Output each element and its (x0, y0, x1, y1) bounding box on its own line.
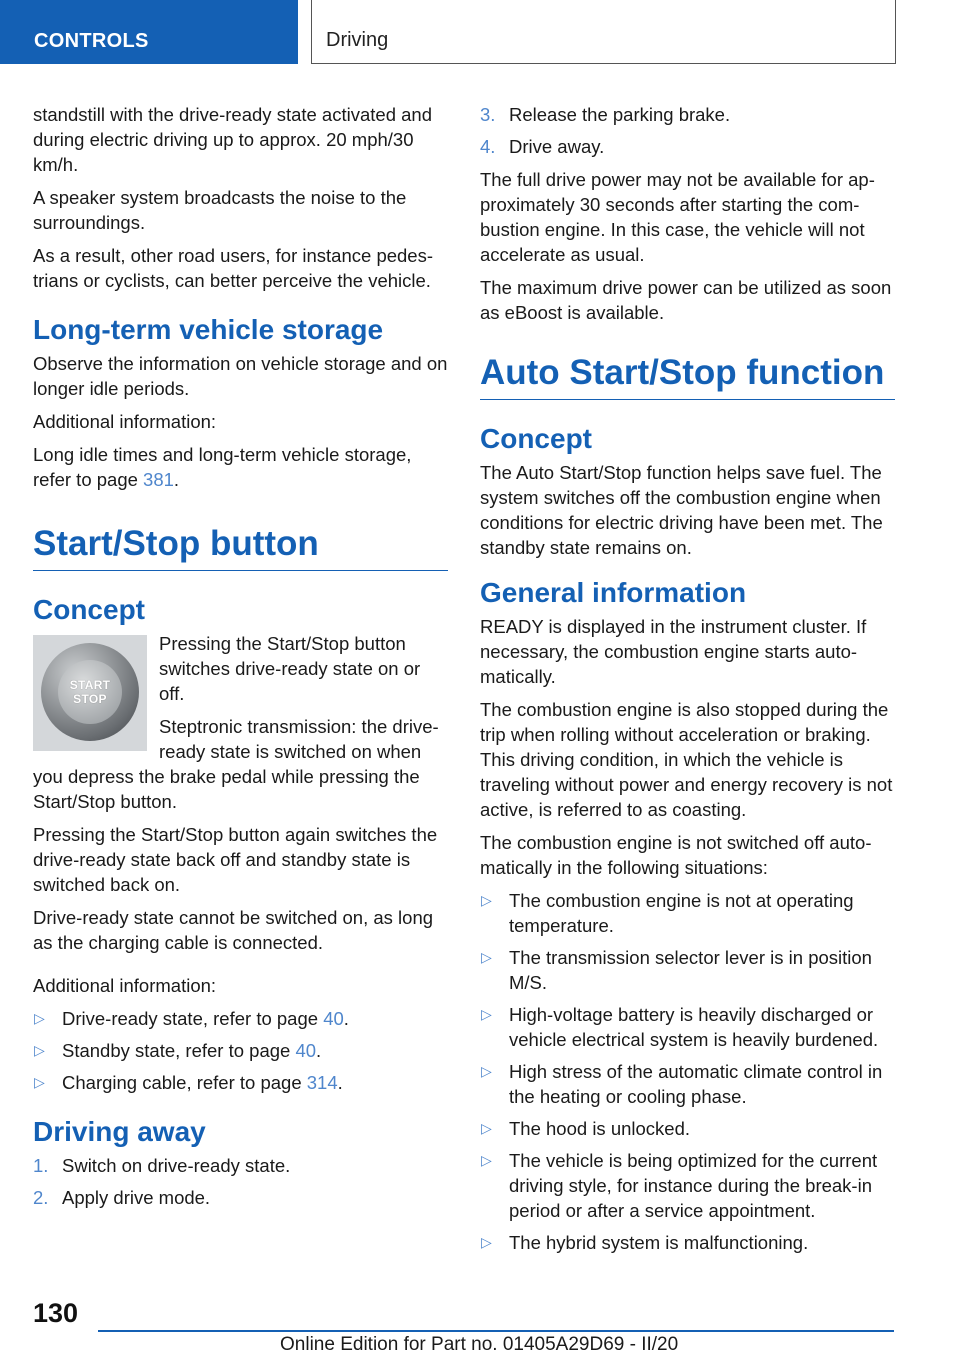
intro-paragraph-3: As a result, other road users, for instance pedestrians or cyclists, can better perceive the vehicle. (33, 245, 434, 291)
triangle-bullet-icon: ▷ (481, 1006, 492, 1022)
step-number: 2. (33, 1187, 49, 1208)
step-number: 3. (480, 104, 496, 125)
power-paragraph-1: The full drive power may not be available for approximately 30 seconds after starting the combustion engine. In this case, the vehicle will not accelerate as usual. (480, 169, 875, 265)
autostart-concept-heading: Concept (480, 423, 592, 454)
situation-text: The hybrid system is malfunctioning. (509, 1232, 809, 1253)
start-stop-button-image (33, 635, 147, 751)
concept-paragraph-2: Steptronic transmission: the drive-ready state is switched on when you depress the brake pedal while pressing the Start/Stop button. (33, 716, 439, 812)
ref-text: Drive-ready state, refer to page (62, 1008, 324, 1029)
startstop-heading: Start/Stop button (33, 522, 448, 571)
triangle-bullet-icon: ▷ (481, 892, 492, 908)
situation-text: The vehicle is being optimized for the current driving style, for instance during the break-in period or after a service appointment. (509, 1150, 878, 1221)
list-item (33, 1153, 448, 1178)
list-item (480, 1116, 895, 1141)
list-item (480, 1059, 895, 1109)
list-item (480, 102, 895, 127)
section-title: Driving (311, 0, 896, 64)
list-item (33, 1185, 448, 1210)
button-label-start: START (69, 678, 111, 692)
situation-text: The transmission selector lever is in position M/S. (509, 947, 872, 993)
list-item (480, 945, 895, 995)
list-item (480, 1148, 895, 1223)
list-item (480, 1230, 895, 1255)
situation-text: The combustion engine is not at operating temperature. (509, 890, 854, 936)
driving-away-heading: Driving away (33, 1116, 206, 1147)
driving-steps-continued (480, 102, 895, 159)
situation-text: The hood is unlocked. (509, 1118, 691, 1139)
driving-steps-list (33, 1153, 448, 1210)
left-column (33, 102, 448, 1218)
edition-note: Online Edition for Part no. 01405A29D69 - II/20 (280, 1334, 679, 1355)
ref-text: Charging cable, refer to page (62, 1072, 307, 1093)
general-paragraph-3: The combustion engine is not switched off automatically in the following situations: (480, 832, 872, 878)
storage-paragraph-2: Additional information: (33, 411, 217, 432)
page-link-40[interactable]: 40 (323, 1008, 344, 1029)
intro-paragraph-2: A speaker system broadcasts the noise to the surroundings. (33, 187, 407, 233)
list-item (480, 888, 895, 938)
general-paragraph-1: READY is displayed in the instrument cluster. If necessary, the combustion engine starts automatically. (480, 616, 867, 687)
list-item (480, 1002, 895, 1052)
triangle-bullet-icon: ▷ (34, 1074, 45, 1090)
triangle-bullet-icon: ▷ (481, 1120, 492, 1136)
general-info-heading: General information (480, 577, 747, 608)
autostart-heading: Auto Start/Stop function (480, 351, 895, 400)
chapter-tab: CONTROLS (0, 0, 298, 64)
step-text: Drive away. (509, 136, 605, 157)
concept-paragraph-3: Pressing the Start/Stop button again switches the drive-ready state back off and standby state is switched back on. (33, 824, 438, 895)
button-face (58, 660, 122, 724)
situation-text: High stress of the automatic climate control in the heating or cooling phase. (509, 1061, 883, 1107)
step-number: 1. (33, 1155, 49, 1176)
power-paragraph-2: The maximum drive power can be utilized as soon as eBoost is available. (480, 277, 892, 323)
concept-heading: Concept (33, 594, 145, 625)
triangle-bullet-icon: ▷ (34, 1010, 45, 1026)
additional-info-label: Additional information: (33, 975, 217, 996)
step-text: Release the parking brake. (509, 104, 731, 125)
page-number: 130 (33, 1298, 79, 1328)
right-column (480, 102, 895, 1263)
page-link-40[interactable]: 40 (295, 1040, 317, 1061)
step-text: Apply drive mode. (62, 1187, 211, 1208)
triangle-bullet-icon: ▷ (481, 1063, 492, 1079)
concept-block (33, 631, 448, 822)
footer-divider (98, 1330, 894, 1332)
step-text: Switch on drive-ready state. (62, 1155, 291, 1176)
storage-ref-text: Long idle times and long-term vehicle storage, refer to page (33, 444, 412, 490)
situations-list (480, 888, 895, 1255)
page-link-381[interactable]: 381 (143, 469, 174, 490)
storage-ref-period: . (173, 469, 180, 490)
button-label-stop: STOP (73, 692, 107, 706)
concept-paragraph-1: Pressing the Start/Stop button switches drive-ready state on or off. (159, 633, 421, 704)
intro-paragraph-1: standstill with the drive-ready state activated and during electric driving up to approx. 20 mph/30 km/h. (33, 104, 432, 175)
button-bezel (41, 643, 139, 741)
triangle-bullet-icon: ▷ (481, 949, 492, 965)
list-item (480, 134, 895, 159)
storage-paragraph-3 (33, 442, 448, 492)
triangle-bullet-icon: ▷ (34, 1042, 45, 1058)
list-item: ▷ Drive-ready state, refer to page 40. (34, 1008, 349, 1029)
page-link-314[interactable]: 314 (306, 1072, 338, 1093)
storage-heading: Long-term vehicle storage (33, 314, 384, 345)
situation-text: High-voltage battery is heavily discharged or vehicle electrical system is heavily burdened. (509, 1004, 879, 1050)
autostart-concept-paragraph: The Auto Start/Stop function helps save fuel. The system switches off the combustion engine when conditions for electric driving have been met. The standby state remains on. (480, 462, 883, 558)
list-item: ▷ Standby state, refer to page 40. (34, 1040, 322, 1061)
list-item: ▷ Charging cable, refer to page 314. (34, 1072, 343, 1093)
reference-list (33, 1006, 448, 1095)
triangle-bullet-icon: ▷ (481, 1234, 492, 1250)
general-paragraph-2: The combustion engine is also stopped during the trip when rolling without acceleration or braking. This driving condition, in which the vehicle is traveling without power and energy recovery is not active, is referred to as coasting. (480, 699, 893, 820)
storage-paragraph-1: Observe the information on vehicle storage and on longer idle periods. (33, 353, 448, 399)
ref-text: Standby state, refer to page (62, 1040, 296, 1061)
concept-paragraph-4: Drive-ready state cannot be switched on, as long as the charging cable is connected. (33, 907, 434, 953)
triangle-bullet-icon: ▷ (481, 1152, 492, 1168)
step-number: 4. (480, 136, 496, 157)
